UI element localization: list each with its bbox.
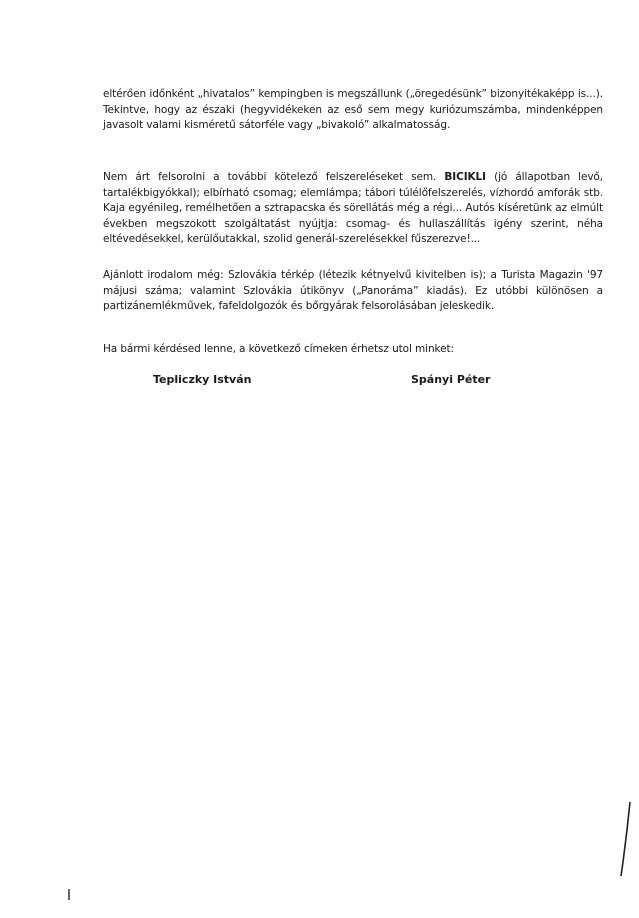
- pen-stroke-mark: [618, 800, 638, 880]
- paragraph-contact: [103, 342, 603, 358]
- paragraph-literature-text: Ajánlott irodalom még: Szlovákia térkép (létezik kétnyelvű kivitelben is); a Turista Magazin '97 májusi száma; valamint Szlovákia útikönyv („Panoráma” kiadás). Ez utóbbi különösen a partizánemlékművek, fafeldolgozók és bőrgyárak felsorolásában jeleskedik.: [103, 269, 603, 312]
- paragraph-equipment: [103, 170, 603, 248]
- paragraph-equipment-intro: Nem árt felsorolni a további kötelező felszereléseket sem.: [103, 171, 437, 183]
- paragraph-camping-text: eltérően időnként „hivatalos” kempingben is megszállunk („öregedésünk” bizonyitékaképp is...). Tekintve, hogy az északi (hegyvidékeken az eső sem megy kuriózumszámba, mindenképpen javasolt valami kisméretű sátorféle vagy „bivakoló” alkalmatosság.: [103, 88, 603, 131]
- paragraph-literature: [103, 268, 603, 315]
- signature-name-right: Spányi Péter: [411, 373, 491, 386]
- paragraph-equipment-rest: (jó állapotban levő, tartalékbigyókkal); elbírható csomag; elemlámpa; tábori túlélőfelszerelés, vízhordó amforák stb. Kaja egyénileg, remélhetően a sztrapacska és sörellátás még a régi... Autós kíséretünk az elmúlt években megszokott szolgáltatást nyújtja: csomag- és hullaszállítás igény szerint, néha eltévedésekkel, kerülőutakkal, szolid generál-szerelésekkel fűszerezve!...: [103, 171, 603, 245]
- bicycle-emphasis: BICIKLI: [444, 171, 486, 183]
- paragraph-contact-text: Ha bármi kérdésed lenne, a következő címeken érhetsz utol minket:: [103, 343, 454, 355]
- paragraph-camping: [103, 87, 603, 134]
- signature-name-left: Tepliczky István: [153, 373, 252, 386]
- scan-speck-mark: [66, 888, 72, 902]
